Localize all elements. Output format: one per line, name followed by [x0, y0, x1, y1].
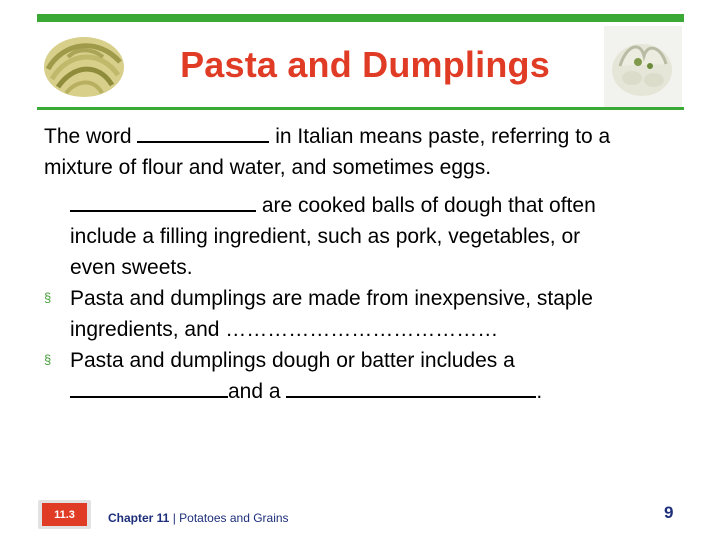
header-bar [37, 14, 684, 22]
fill-blank-3 [70, 376, 228, 398]
bullet2-end: . [536, 380, 543, 403]
fill-blank-2 [70, 190, 256, 212]
dumplings-image [604, 26, 682, 108]
title-underline [37, 107, 684, 110]
bullet1-line1: Pasta and dumplings are made from inexpensive, staple [70, 287, 593, 310]
footer-separator: | [169, 511, 180, 525]
para2-line2: include a filling ingredient, such as pork, vegetables, or [70, 225, 581, 248]
bullet2-mid: and a [228, 380, 287, 403]
section-number: 11.3 [42, 503, 87, 526]
fill-blank-1 [137, 121, 269, 143]
section-badge [38, 500, 91, 529]
para1-text-before: The word [44, 125, 138, 148]
paragraph-dumplings-definition [70, 190, 690, 283]
para1-line2: mixture of flour and water, and sometimes eggs. [44, 156, 492, 179]
paragraph-pasta-definition [44, 121, 694, 183]
para1-text-after: in Italian means paste, referring to a [269, 125, 611, 148]
bullet1-line2: ingredients, and ………………………………… [70, 318, 499, 341]
page-number: 9 [664, 503, 674, 522]
bullet-item-ingredients [70, 283, 690, 345]
chapter-title: Potatoes and Grains [179, 511, 289, 525]
bullet-icon: § [44, 352, 52, 367]
footer-chapter [108, 511, 289, 525]
bullet-icon: § [44, 290, 52, 305]
chapter-label: Chapter 11 [108, 511, 170, 525]
slide-title: Pasta and Dumplings [180, 44, 550, 85]
para2-text-after: are cooked balls of dough that often [256, 194, 596, 217]
bullet2-line1: Pasta and dumplings dough or batter includes a [70, 349, 515, 372]
fill-blank-4 [286, 376, 536, 398]
pasta-nest-image [38, 27, 130, 103]
para2-line3: even sweets. [70, 256, 193, 279]
bullet-item-dough [70, 345, 690, 407]
